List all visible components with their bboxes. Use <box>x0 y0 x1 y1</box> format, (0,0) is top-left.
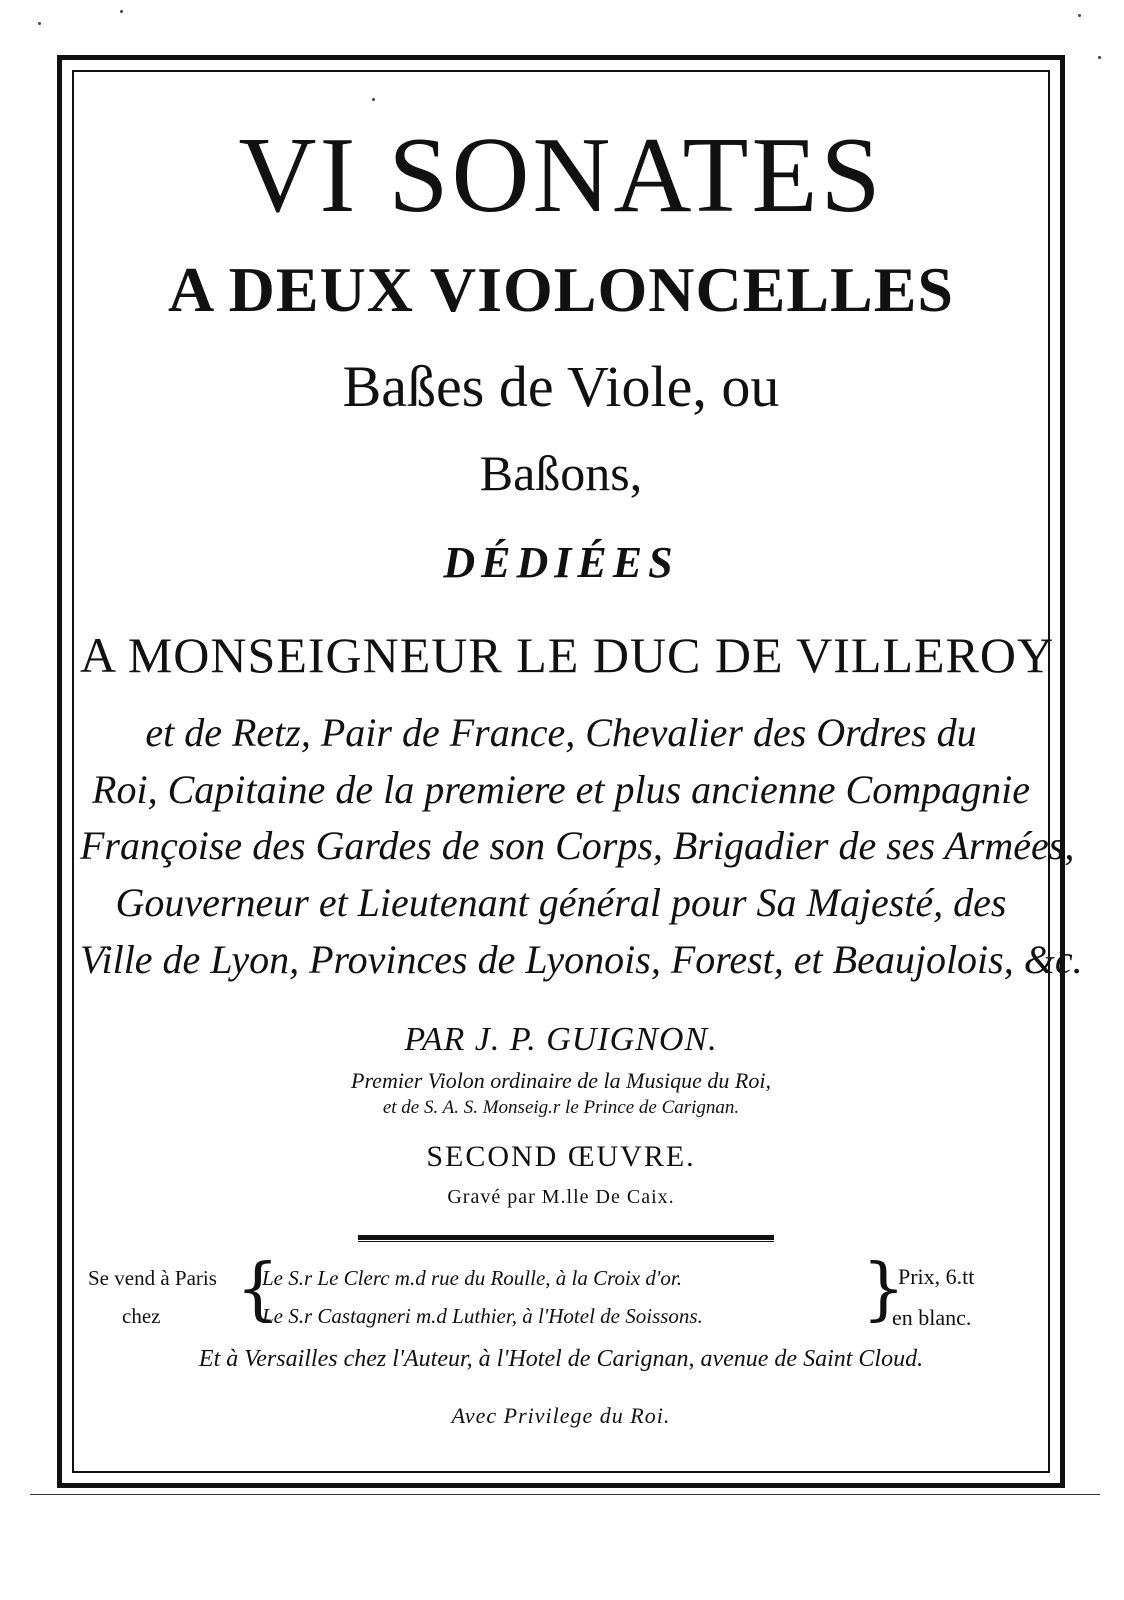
dedicatee-titles-line: et de Retz, Pair de France, Chevalier des Ordres du <box>145 710 977 755</box>
instrumentation-line-2: Baßons, <box>479 445 643 501</box>
engraver-credit: Gravé par M.lle De Caix. <box>447 1186 675 1208</box>
page-title: VI SONATES <box>238 116 884 235</box>
author-role-line-2: et de S. A. S. Monseig.r le Prince de Carignan. <box>382 1097 740 1118</box>
page-subtitle: A DEUX VIOLONCELLES <box>167 254 955 325</box>
bookseller-line-2: Le S.r Castagneri m.d Luthier, à l'Hotel de Soissons. <box>262 1304 703 1328</box>
dedicatee-titles-line: Ville de Lyon, Provinces de Lyonois, Forest, et Beaujolois, &c. <box>80 937 1083 982</box>
instrumentation-line-1: Baßes de Viole, ou <box>342 354 780 419</box>
opus-number: SECOND ŒUVRE. <box>426 1140 696 1173</box>
dedicatee-name: A MONSEIGNEUR LE DUC DE VILLEROY <box>80 627 1055 683</box>
bookseller-line-1: Le S.r Le Clerc m.d rue du Roulle, à la Croix d'or. <box>262 1266 682 1290</box>
dedicatee-titles-line: Roi, Capitaine de la premiere et plus ancienne Compagnie <box>92 767 1030 812</box>
author-name: PAR J. P. GUIGNON. <box>404 1021 718 1058</box>
right-brace-icon: } <box>862 1250 906 1329</box>
sale-location: Se vend à Paris <box>88 1266 217 1290</box>
price-note: en blanc. <box>892 1305 972 1330</box>
dedicatee-titles-line: Françoise des Gardes de son Corps, Brigadier de ses Armées, <box>80 823 1075 868</box>
dedicatee-titles-line: Gouverneur et Lieutenant général pour Sa Majesté, des <box>115 880 1007 925</box>
dedication-label: DÉDIÉES <box>443 538 679 587</box>
print-speck <box>38 22 41 25</box>
left-brace-icon: { <box>236 1250 280 1329</box>
ornamental-rule <box>358 1235 774 1242</box>
royal-privilege: Avec Privilege du Roi. <box>451 1403 671 1428</box>
print-speck <box>120 10 123 13</box>
print-speck <box>1078 14 1081 17</box>
page-edge-rule <box>30 1494 1100 1495</box>
versailles-sale-line: Et à Versailles chez l'Auteur, à l'Hotel de Carignan, avenue de Saint Cloud. <box>198 1346 924 1372</box>
author-role-line-1: Premier Violon ordinaire de la Musique du Roi, <box>351 1068 771 1093</box>
price: Prix, 6.tt <box>898 1264 975 1289</box>
print-speck <box>1098 56 1101 59</box>
sale-chez: chez <box>122 1304 161 1328</box>
